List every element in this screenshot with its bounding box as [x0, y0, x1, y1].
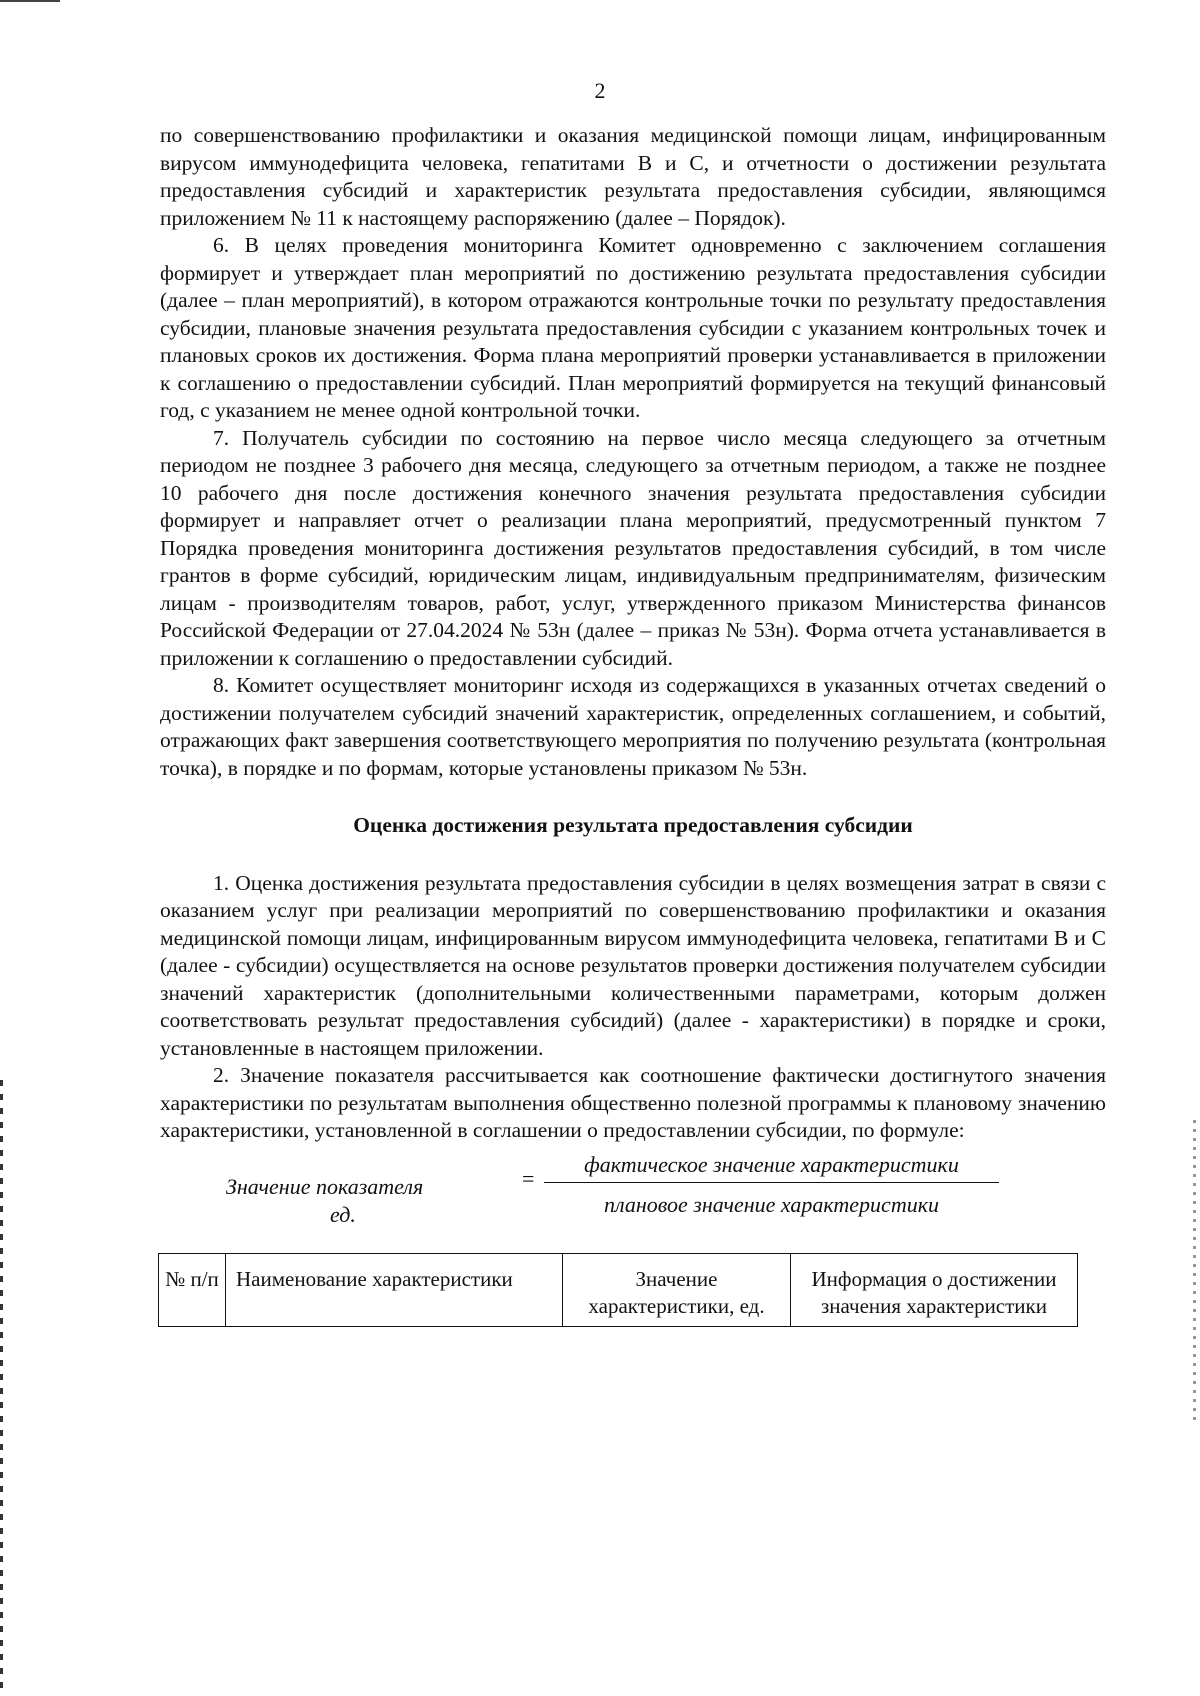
characteristics-table [158, 1253, 1078, 1327]
formula-left-label: Значение показателя [226, 1173, 424, 1199]
paragraph: по совершенствованию профилактики и оказания медицинской помощи лицам, инфицированным вирусом иммунодефицита человека, гепатитами В и С, и отчетности о достижении результата предоставления субсидий и характеристик результата предоставления субсидии, являющимся приложением № 11 к настоящему распоряжению (далее – Порядок). [160, 123, 1106, 230]
paragraph: 1. Оценка достижения результата предоставления субсидии в целях возмещения затрат в связи с оказанием услуг при реализации мероприятий по совершенствованию профилактики и оказания медицинской помощи лицам, инфицированным вирусом иммунодефицита человека, гепатитами В и С (далее - субсидии) осуществляется на основе результатов проверки достижения получателем субсидии значений характеристик (дополнительными количественными параметрами, которым должен соответствовать результат предоставления субсидий) (далее - характеристики) в порядке и сроки, установленные в настоящем приложении. [160, 870, 1106, 1060]
formula-denominator: плановое значение характеристики [603, 1191, 940, 1217]
scan-edge-left [0, 1080, 3, 1690]
table-header-value: Значение характеристики, ед. [563, 1253, 791, 1326]
page-number: 2 [594, 78, 606, 103]
paragraph: 8. Комитет осуществляет мониторинг исходя из содержащихся в указанных отчетах сведений о достижении получателем субсидий значений характеристик, определенных соглашением, и событий, отражающих факт завершения соответствующего мероприятия по получению результата (контрольная точка), в порядке и по формам, которые установлены приказом № 53н. [160, 673, 1106, 780]
table-header-name: Наименование характеристики [226, 1253, 563, 1326]
scan-edge-right [1193, 1120, 1196, 1420]
paragraph: 6. В целях проведения мониторинга Комитет одновременно с заключением соглашения формирует и утверждает план мероприятий по достижению результата предоставления субсидии (далее – план мероприятий), в котором отражаются контрольные точки по результату предоставления субсидии, плановые значения результата предоставления субсидии с указанием контрольных точек и плановых сроков их достижения. Форма плана мероприятий проверки устанавливается в приложении к соглашению о предоставлении субсидий. План мероприятий формируется на текущий финансовый год, с указанием не менее одной контрольной точки. [160, 233, 1106, 422]
formula-equals-sign: = [522, 1165, 535, 1191]
paragraph: 7. Получатель субсидии по состоянию на первое число месяца следующего за отчетным периодом не позднее 3 рабочего дня месяца, следующего за отчетным периодом, а также не позднее 10 рабочего дня после достижения конечного значения результата предоставления субсидии формирует и направляет отчет о реализации плана мероприятий, предусмотренный пунктом 7 Порядка проведения мониторинга достижения результатов предоставления субсидий, в том числе грантов в форме субсидий, юридическим лицам, индивидуальным предпринимателям, физическим лицам - производителям товаров, работ, услуг, утвержденного приказом Министерства финансов Российской Федерации от 27.04.2024 № 53н (далее – приказ № 53н). Форма отчета устанавливается в приложении к соглашению о предоставлении субсидий. [160, 425, 1106, 670]
formula-left-unit: ед. [330, 1201, 356, 1227]
paragraph: 2. Значение показателя рассчитывается как соотношение фактически достигнутого значения характеристики по результатам выполнения общественно полезной программы к плановому значению характеристики, установленной в соглашении о предоставлении субсидии, по формуле: [160, 1063, 1106, 1142]
formula [160, 1151, 1106, 1239]
document-body [160, 122, 1106, 1327]
section-title: Оценка достижения результата предоставления субсидии [353, 813, 913, 837]
table-header-info: Информация о достижении значения характеристики [791, 1253, 1078, 1326]
formula-numerator: фактическое значение характеристики [544, 1151, 999, 1184]
table-header-number: № п/п [159, 1253, 226, 1326]
scan-edge-mark [0, 0, 60, 2]
table-header-row [159, 1253, 1078, 1326]
